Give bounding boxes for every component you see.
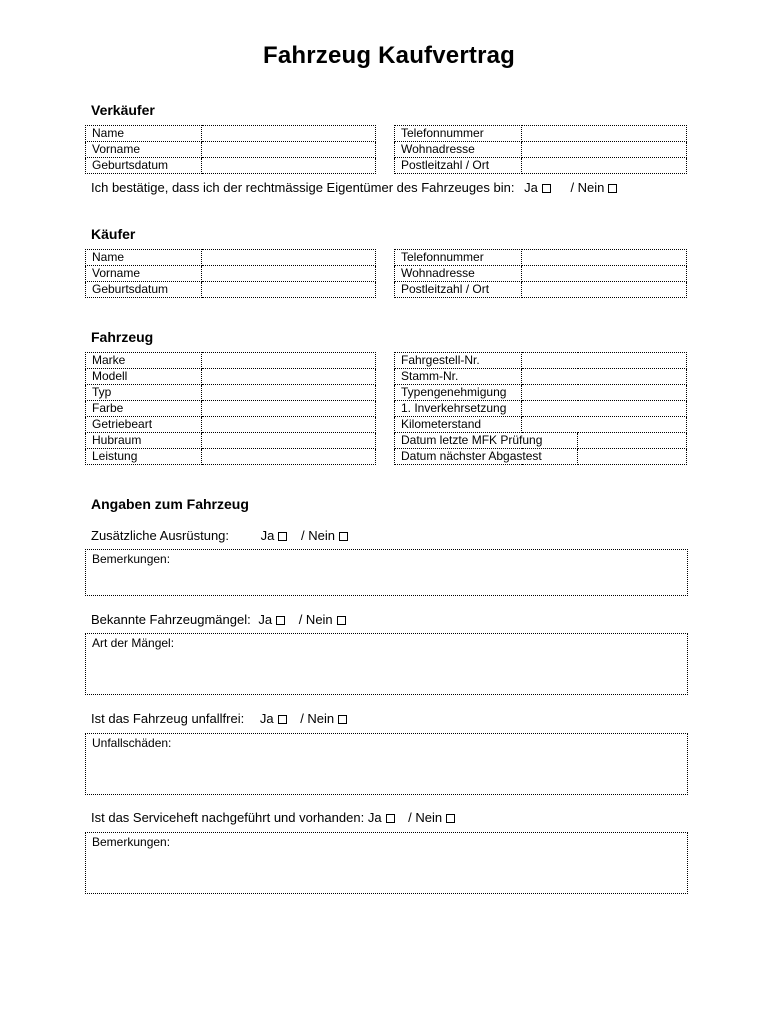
no-label: / Nein [570,180,605,195]
no-checkbox[interactable] [608,184,617,193]
yes-label: Ja [260,528,275,543]
field-value[interactable] [202,126,376,142]
field-label: Postleitzahl / Ort [395,282,522,298]
field-value[interactable] [522,385,687,401]
yes-label: Ja [524,180,538,195]
table-row [86,433,376,449]
yes-checkbox[interactable] [386,814,395,823]
field-value[interactable] [522,417,687,433]
question-label: Ist das Serviceheft nachgeführt und vorhanden: [91,810,365,825]
field-label: Datum nächster Abgastest [395,449,578,465]
table-row [395,417,687,433]
page-title: Fahrzeug Kaufvertrag [262,42,516,69]
owner-confirmation [91,180,617,195]
question-service-book [91,810,455,825]
field-value[interactable] [202,385,376,401]
field-label: Telefonnummer [395,250,522,266]
field-label: Vorname [86,142,202,158]
yes-checkbox[interactable] [542,184,551,193]
table-row [395,250,687,266]
field-label: Kilometerstand [395,417,522,433]
table-row [395,142,687,158]
field-label: Name [86,126,202,142]
field-value[interactable] [522,282,687,298]
table-row [395,126,687,142]
field-label: Geburtsdatum [86,282,202,298]
no-checkbox[interactable] [339,532,348,541]
table-row [86,158,376,174]
question-defects [91,612,346,627]
buyer-table-right [394,249,687,298]
table-row [395,369,687,385]
field-value[interactable] [202,417,376,433]
field-label: Vorname [86,266,202,282]
seller-table-left [85,125,376,174]
table-row [86,282,376,298]
field-label: Hubraum [86,433,202,449]
yes-checkbox[interactable] [276,616,285,625]
table-row [86,385,376,401]
table-row [395,433,687,449]
vehicle-table-left [85,352,376,465]
field-label: Leistung [86,449,202,465]
field-label: Wohnadresse [395,142,522,158]
no-checkbox[interactable] [446,814,455,823]
buyer-table-left [85,249,376,298]
box-label: Unfallschäden: [92,736,172,750]
remarks-box[interactable] [85,549,688,596]
field-label: Name [86,250,202,266]
field-value[interactable] [202,266,376,282]
table-row [395,401,687,417]
field-value[interactable] [202,449,376,465]
field-value[interactable] [202,353,376,369]
table-row [86,417,376,433]
field-label: Fahrgestell-Nr. [395,353,522,369]
field-value[interactable] [522,369,687,385]
field-value[interactable] [522,158,687,174]
box-label: Bemerkungen: [92,835,171,849]
table-row [86,142,376,158]
no-checkbox[interactable] [338,715,347,724]
table-row [86,126,376,142]
yes-checkbox[interactable] [278,532,287,541]
field-label: Typengenehmigung [395,385,522,401]
yes-label: Ja [367,810,382,825]
question-label: Ist das Fahrzeug unfallfrei: [91,711,245,726]
no-label: / Nein [301,528,335,543]
yes-label: Ja [259,711,274,726]
field-label: Datum letzte MFK Prüfung [395,433,578,449]
table-row [86,401,376,417]
accident-damage-box[interactable] [85,733,688,795]
table-row [86,266,376,282]
defects-box[interactable] [85,633,688,695]
table-row [86,449,376,465]
field-label: Geburtsdatum [86,158,202,174]
no-label: / Nein [298,612,333,627]
table-row [395,282,687,298]
field-label: Marke [86,353,202,369]
table-row [86,353,376,369]
seller-heading: Verkäufer [91,102,155,118]
field-value[interactable] [202,142,376,158]
table-row [395,266,687,282]
no-checkbox[interactable] [337,616,346,625]
field-value[interactable] [202,433,376,449]
field-value[interactable] [522,266,687,282]
field-label: Modell [86,369,202,385]
table-row [86,369,376,385]
box-label: Art der Mängel: [92,636,175,650]
no-label: / Nein [300,711,335,726]
table-row [395,353,687,369]
field-label: Stamm-Nr. [395,369,522,385]
yes-checkbox[interactable] [278,715,287,724]
details-heading: Angaben zum Fahrzeug [91,496,249,512]
question-accident-free [91,711,347,726]
vehicle-heading: Fahrzeug [91,329,154,345]
field-label: Telefonnummer [395,126,522,142]
field-label: Wohnadresse [395,266,522,282]
question-label: Bekannte Fahrzeugmängel: [91,612,251,627]
question-equipment [91,528,348,543]
field-label: Farbe [86,401,202,417]
field-value[interactable] [522,142,687,158]
field-label: Postleitzahl / Ort [395,158,522,174]
buyer-heading: Käufer [91,226,136,242]
field-value[interactable] [202,158,376,174]
no-label: / Nein [408,810,443,825]
table-row [86,250,376,266]
field-value[interactable] [522,126,687,142]
table-row [395,158,687,174]
service-remarks-box[interactable] [85,832,688,894]
field-value[interactable] [202,282,376,298]
field-value[interactable] [522,353,687,369]
field-value[interactable] [522,401,687,417]
field-label: Getriebeart [86,417,202,433]
yes-label: Ja [258,612,273,627]
field-value[interactable] [578,449,687,465]
field-value[interactable] [522,250,687,266]
table-row [395,449,687,465]
field-value[interactable] [202,250,376,266]
field-value[interactable] [202,401,376,417]
seller-table-right [394,125,687,174]
field-label: Typ [86,385,202,401]
vehicle-table-right [394,352,687,465]
field-label: 1. Inverkehrsetzung [395,401,522,417]
field-value[interactable] [578,433,687,449]
box-label: Bemerkungen: [92,552,171,566]
question-label: Zusätzliche Ausrüstung: [91,528,230,543]
owner-question: Ich bestätige, dass ich der rechtmässige Eigentümer des Fahrzeuges bin: [91,180,515,195]
table-row [395,385,687,401]
field-value[interactable] [202,369,376,385]
